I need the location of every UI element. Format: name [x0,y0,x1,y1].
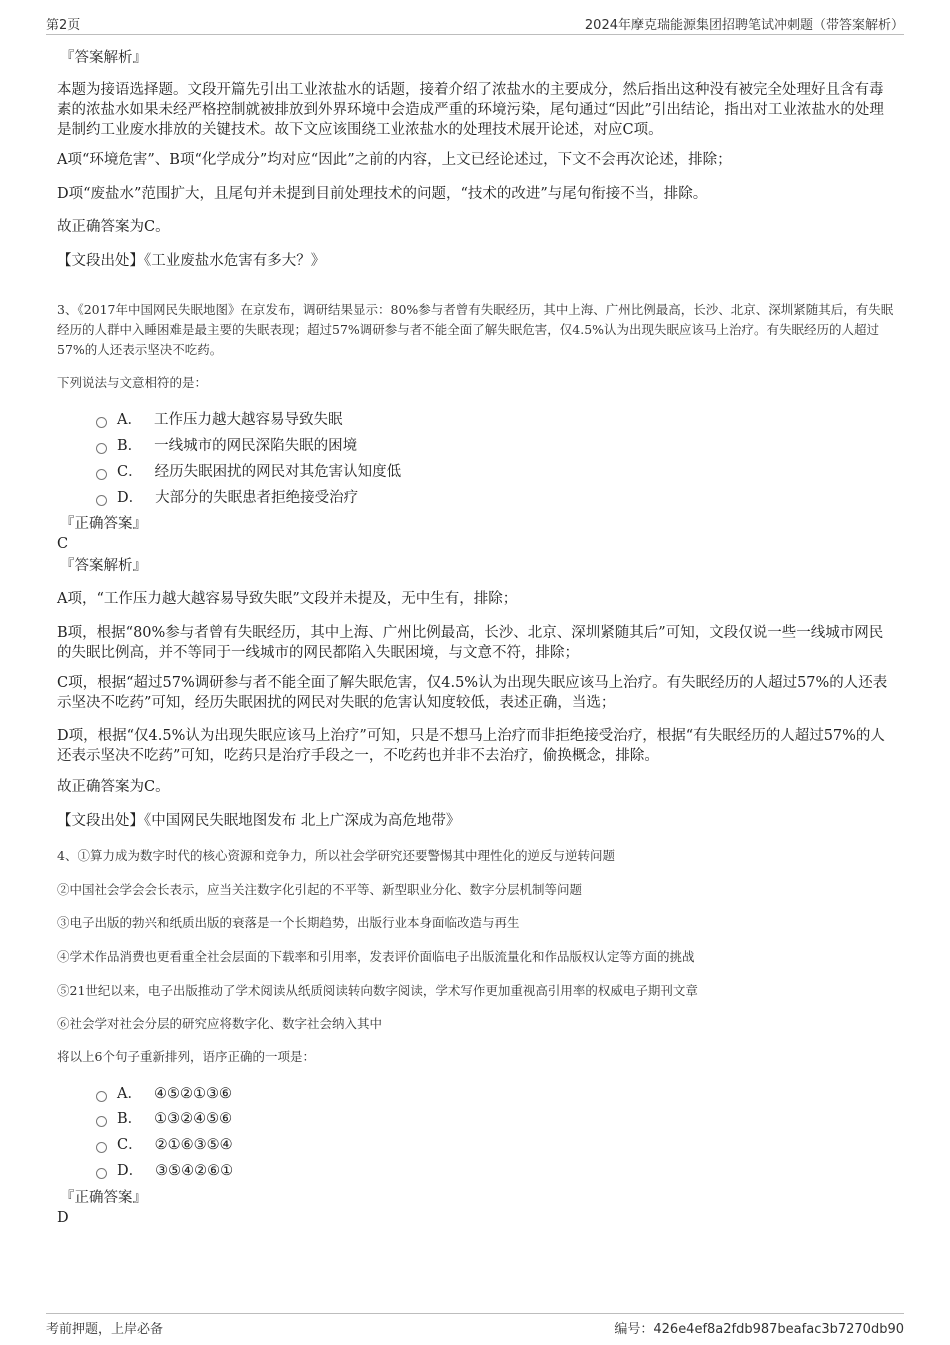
radio-icon[interactable] [96,469,107,480]
option-text: ③⑤④②⑥① [155,1163,234,1179]
option-a[interactable] [96,410,342,430]
footer-slogan: 考前押题，上岸必备 [46,1322,164,1337]
option-text: ①③②④⑤⑥ [154,1111,233,1127]
correct-answer: D [57,1210,69,1226]
option-letter: C． [117,1137,143,1153]
question-stem: 3、《2017年中国网民失眠地图》在京发布，调研结果显示：80%参与者曾有失眠经历，其中上海、广州比例最高，长沙、北京、深圳紧随其后，有失眠经历的人群中入睡困难是最主要的失眠表现；超过57%调研参与者不能全面了解失眠危害，仅4.5%认为出现失眠应该马上治疗。有失眠经历的人超过57%的人还表示坚决不吃药。 [57,302,894,357]
question-prompt: 下列说法与文意相符的是： [57,375,208,390]
question-prompt: 将以上6个句子重新排列，语序正确的一项是： [57,1049,315,1064]
document-title: 2024年摩克瑞能源集团招聘笔试冲刺题（带答案解析） [584,18,904,33]
option-letter: C． [117,464,143,480]
option-letter: D． [117,490,144,506]
source-citation: 【文段出处】《中国网民失眠地图发布 北上广深成为高危地带》 [57,813,461,829]
option-letter: A． [117,1086,142,1102]
option-letter: D． [117,1163,144,1179]
conclusion-text: 故正确答案为C。 [57,779,170,795]
option-letter: B． [117,1111,143,1127]
page-footer [46,1313,904,1336]
analysis-paragraph: A项“环境危害”、B项“化学成分”均对应“因此”之前的内容，上文已经论述过，下文不会再次论述，排除； [57,152,732,168]
sentence-3: ③电子出版的勃兴和纸质出版的衰落是一个长期趋势，出版行业本身面临改造与再生 [57,915,520,930]
correct-answer-label: 『正确答案』 [60,516,147,532]
option-text: 大部分的失眠患者拒绝接受治疗 [155,490,359,506]
radio-icon[interactable] [96,1091,107,1102]
correct-answer-label: 『正确答案』 [60,1190,147,1206]
analysis-label: 『答案解析』 [60,50,147,66]
correct-answer: C [57,536,69,552]
option-text: 一线城市的网民深陷失眠的困境 [154,438,358,454]
option-text: 工作压力越大越容易导致失眠 [153,412,343,428]
radio-icon[interactable] [96,1168,107,1179]
sentence-5: ⑤21世纪以来，电子出版推动了学术阅读从纸质阅读转向数字阅读，学术写作更加重视高引用率的权威电子期刊文章 [57,983,698,998]
analysis-paragraph: A项，“工作压力越大越容易导致失眠”文段并未提及，无中生有，排除； [57,591,518,607]
radio-icon[interactable] [96,1116,107,1127]
source-citation: 【文段出处】《工业废盐水危害有多大？》 [57,253,326,269]
option-d[interactable] [96,1161,233,1181]
radio-icon[interactable] [96,1142,107,1153]
radio-icon[interactable] [96,417,107,428]
option-text: 经历失眠困扰的网民对其危害认知度低 [154,464,402,480]
option-c[interactable] [96,1135,233,1155]
option-letter: A． [117,412,142,428]
option-text: ②①⑥③⑤④ [154,1137,233,1153]
analysis-paragraph: D项“废盐水”范围扩大，且尾句并未提到目前处理技术的问题，“技术的改进”与尾句衔接不当，排除。 [57,186,708,202]
option-a[interactable] [96,1084,232,1104]
option-c[interactable] [96,462,401,482]
page-number: 第2页 [46,18,81,33]
analysis-paragraph: B项，根据“80%参与者曾有失眠经历，其中上海、广州比例最高，长沙、北京、深圳紧随其后”可知，文段仅说一些一线城市网民的失眠比例高，并不等同于一线城市的网民都陷入失眠困境，与文意不符，排除； [57,625,884,661]
conclusion-text: 故正确答案为C。 [57,219,170,235]
document-id: 编号：426e4ef8a2fdb987beafac3b7270db90 [614,1322,904,1337]
sentence-2: ②中国社会学会会长表示，应当关注数字化引起的不平等、新型职业分化、数字分层机制等问题 [57,882,583,897]
analysis-label: 『答案解析』 [60,558,147,574]
radio-icon[interactable] [96,495,107,506]
page-header [46,14,904,35]
option-b[interactable] [96,436,357,456]
option-b[interactable] [96,1109,232,1129]
sentence-4: ④学术作品消费也更看重全社会层面的下载率和引用率，发表评价面临电子出版流量化和作品版权认定等方面的挑战 [57,949,695,964]
option-letter: B． [117,438,143,454]
radio-icon[interactable] [96,443,107,454]
option-text: ④⑤②①③⑥ [153,1086,232,1102]
analysis-paragraph: D项，根据“仅4.5%认为出现失眠应该马上治疗”可知，只是不想马上治疗而非拒绝接受治疗，根据“有失眠经历的人超过57%的人还表示坚决不吃药”可知，吃药只是治疗手段之一，不吃药也并非不去治疗，偷换概念，排除。 [57,728,885,764]
analysis-paragraph: 本题为接语选择题。文段开篇先引出工业浓盐水的话题，接着介绍了浓盐水的主要成分，然后指出这种没有被完全处理好且含有毒素的浓盐水如果未经严格控制就被排放到外界环境中会造成严重的环境污染，尾句通过“因此”引出结论，指出对工业浓盐水的处理是制约工业废水排放的关键技术。故下文应该围绕工业浓盐水的处理技术展开论述，对应C项。 [57,82,884,138]
sentence-1: 4、①算力成为数字时代的核心资源和竞争力，所以社会学研究还要警惕其中理性化的逆反与逆转问题 [57,848,615,863]
option-d[interactable] [96,488,358,508]
sentence-6: ⑥社会学对社会分层的研究应将数字化、数字社会纳入其中 [57,1016,383,1031]
analysis-paragraph: C项，根据“超过57%调研参与者不能全面了解失眠危害，仅4.5%认为出现失眠应该马上治疗。有失眠经历的人超过57%的人还表示坚决不吃药”可知，经历失眠困扰的网民对失眠的危害认知度较低，表述正确，当选； [57,675,888,711]
